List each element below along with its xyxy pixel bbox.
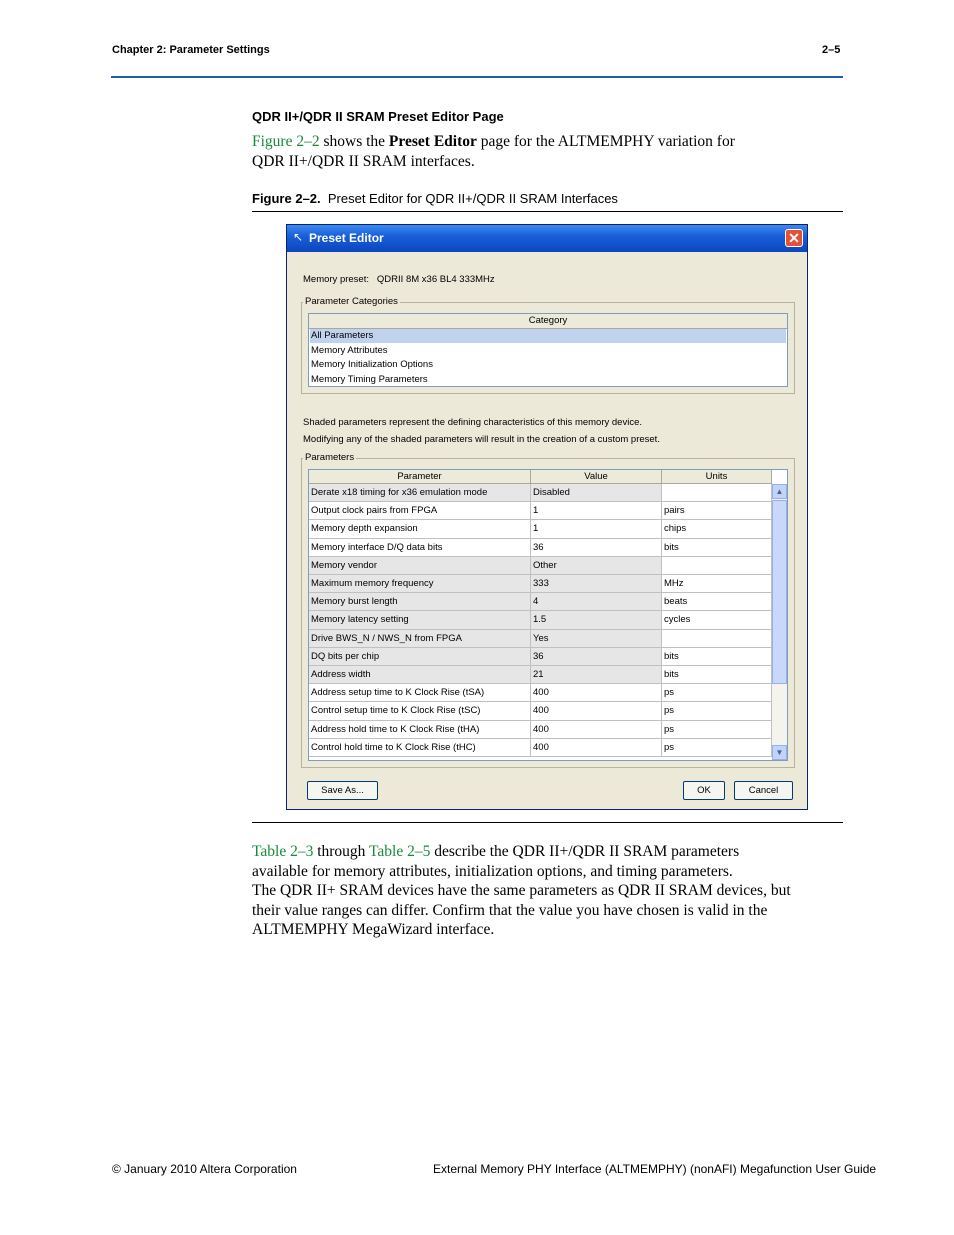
figure-link[interactable]: Figure 2–2 — [252, 133, 320, 150]
intro-text-2: page for the ALTMEMPHY variation for — [476, 133, 735, 150]
figure-label: Figure 2–2. — [252, 191, 321, 206]
category-list[interactable] — [308, 313, 788, 387]
body-text-5: ALTMEMPHY MegaWizard interface. — [252, 921, 495, 938]
parameters-group-label: Parameters — [305, 452, 355, 463]
value-cell[interactable]: 4 — [531, 593, 662, 611]
table-row[interactable] — [309, 520, 771, 538]
scroll-up-button[interactable] — [772, 484, 787, 499]
scroll-down-button[interactable] — [772, 745, 787, 760]
memory-preset-value: QDRII 8M x36 BL4 333MHz — [376, 274, 495, 285]
value-cell[interactable]: 36 — [531, 648, 662, 666]
body-paragraph — [252, 842, 852, 940]
column-header-units[interactable]: Units — [662, 470, 772, 484]
table-row[interactable] — [309, 539, 771, 557]
memory-preset-label: Memory preset: — [303, 274, 369, 285]
body-text-1: describe the QDR II+/QDR II SRAM parameters — [430, 843, 740, 860]
footer-left: © January 2010 Altera Corporation — [112, 1162, 297, 1176]
section-heading: QDR II+/QDR II SRAM Preset Editor Page — [252, 109, 504, 124]
table-row[interactable] — [309, 666, 771, 684]
category-item-all-parameters[interactable]: All Parameters — [310, 329, 786, 343]
parameter-cell: Drive BWS_N / NWS_N from FPGA — [309, 630, 531, 648]
table-row[interactable] — [309, 593, 771, 611]
figure-caption-text: Preset Editor for QDR II+/QDR II SRAM Interfaces — [327, 191, 618, 206]
intro-text-1: shows the — [319, 133, 389, 150]
parameter-cell: Memory interface D/Q data bits — [309, 539, 531, 557]
value-cell[interactable]: 36 — [531, 539, 662, 557]
app-icon: ↖ — [293, 230, 304, 244]
body-text-2: available for memory attributes, initialization options, and timing parameters. — [252, 862, 733, 880]
shaded-note-2: Modifying any of the shaded parameters will result in the creation of a custom preset. — [303, 434, 660, 445]
preset-editor-dialog — [286, 224, 808, 810]
categories-group-label: Parameter Categories — [305, 296, 398, 307]
cancel-button[interactable]: Cancel — [734, 781, 793, 800]
scroll-up-icon: ▲ — [775, 487, 784, 496]
parameter-cell: Output clock pairs from FPGA — [309, 502, 531, 520]
body-text-4: their value ranges can differ. Confirm that the value you have chosen is valid in the — [252, 901, 768, 919]
scroll-down-icon: ▼ — [775, 748, 784, 757]
parameter-cell: Address width — [309, 666, 531, 684]
units-cell[interactable]: ps — [662, 739, 772, 757]
scroll-thumb[interactable] — [772, 500, 787, 684]
ok-button[interactable]: OK — [683, 781, 725, 800]
units-cell[interactable]: MHz — [662, 575, 772, 593]
save-as-button[interactable]: Save As... — [307, 781, 378, 800]
parameter-cell: Maximum memory frequency — [309, 575, 531, 593]
table-row[interactable] — [309, 484, 771, 502]
table-scrollbar[interactable] — [772, 484, 787, 760]
figure-caption — [252, 191, 618, 206]
page-number: 2–5 — [822, 44, 841, 56]
value-cell[interactable]: 21 — [531, 666, 662, 684]
value-cell[interactable]: 400 — [531, 739, 662, 757]
value-cell[interactable]: 1.5 — [531, 611, 662, 629]
parameter-cell: Memory vendor — [309, 557, 531, 575]
table-row[interactable] — [309, 611, 771, 629]
value-cell[interactable]: Other — [531, 557, 662, 575]
units-cell[interactable]: ps — [662, 702, 772, 720]
parameter-cell: Control setup time to K Clock Rise (tSC) — [309, 702, 531, 720]
value-cell[interactable]: 1 — [531, 520, 662, 538]
table-row[interactable] — [309, 684, 771, 702]
table-row[interactable] — [309, 721, 771, 739]
units-cell[interactable]: cycles — [662, 611, 772, 629]
header-rule — [111, 76, 843, 78]
footer-right: External Memory PHY Interface (ALTMEMPHY) (nonAFI) Megafunction User Guide — [433, 1162, 877, 1176]
parameter-cell: DQ bits per chip — [309, 648, 531, 666]
parameter-cell: Memory latency setting — [309, 611, 531, 629]
body-text-3: The QDR II+ SRAM devices have the same parameters as QDR II SRAM devices, but — [252, 882, 791, 899]
units-cell[interactable] — [662, 630, 772, 648]
table-row[interactable] — [309, 702, 771, 720]
intro-text-3: QDR II+/QDR II SRAM interfaces. — [252, 152, 475, 170]
category-header[interactable]: Category — [309, 314, 787, 329]
units-cell[interactable]: bits — [662, 539, 772, 557]
table-row[interactable] — [309, 575, 771, 593]
category-item-timing-parameters[interactable]: Memory Timing Parameters — [311, 373, 428, 385]
units-cell[interactable]: chips — [662, 520, 772, 538]
table-2-3-link[interactable]: Table 2–3 — [252, 843, 314, 860]
value-cell[interactable]: 333 — [531, 575, 662, 593]
units-cell[interactable]: ps — [662, 684, 772, 702]
parameter-cell: Address setup time to K Clock Rise (tSA) — [309, 684, 531, 702]
column-header-value[interactable]: Value — [531, 470, 662, 484]
units-cell[interactable]: bits — [662, 666, 772, 684]
intro-paragraph — [252, 132, 842, 171]
table-row[interactable] — [309, 648, 771, 666]
table-row[interactable] — [309, 502, 771, 520]
dialog-title: Preset Editor — [309, 231, 384, 245]
dialog-titlebar[interactable] — [287, 225, 807, 252]
shaded-note-1: Shaded parameters represent the defining characteristics of this memory device. — [303, 417, 642, 428]
units-cell[interactable]: bits — [662, 648, 772, 666]
table-row[interactable] — [309, 557, 771, 575]
value-cell[interactable]: Yes — [531, 630, 662, 648]
parameter-cell: Address hold time to K Clock Rise (tHA) — [309, 721, 531, 739]
figure-top-rule — [252, 211, 843, 212]
value-cell[interactable]: 400 — [531, 721, 662, 739]
category-item-memory-attributes[interactable]: Memory Attributes — [311, 344, 388, 356]
memory-preset-row — [303, 274, 495, 285]
body-through: through — [313, 843, 370, 860]
parameter-cell: Memory depth expansion — [309, 520, 531, 538]
value-cell[interactable]: Disabled — [531, 484, 662, 502]
value-cell[interactable]: 1 — [531, 502, 662, 520]
intro-bold: Preset Editor — [388, 133, 477, 150]
table-row[interactable] — [309, 630, 771, 648]
column-header-parameter[interactable]: Parameter — [309, 470, 531, 484]
units-cell[interactable] — [662, 484, 772, 502]
units-cell[interactable]: pairs — [662, 502, 772, 520]
units-cell[interactable]: beats — [662, 593, 772, 611]
chapter-header: Chapter 2: Parameter Settings — [112, 44, 270, 56]
parameter-cell: Control hold time to K Clock Rise (tHC) — [309, 739, 531, 757]
close-icon: ✕ — [788, 230, 800, 246]
category-item-initialization-options[interactable]: Memory Initialization Options — [311, 359, 433, 370]
parameter-cell: Derate x18 timing for x36 emulation mode — [309, 484, 531, 502]
table-row[interactable] — [309, 739, 771, 757]
close-button[interactable] — [785, 229, 803, 247]
table-2-5-link[interactable]: Table 2–5 — [369, 843, 431, 860]
parameters-table — [308, 469, 788, 761]
parameter-cell: Memory burst length — [309, 593, 531, 611]
figure-bottom-rule — [252, 822, 843, 823]
units-cell[interactable]: ps — [662, 721, 772, 739]
value-cell[interactable]: 400 — [531, 684, 662, 702]
units-cell[interactable] — [662, 557, 772, 575]
value-cell[interactable]: 400 — [531, 702, 662, 720]
